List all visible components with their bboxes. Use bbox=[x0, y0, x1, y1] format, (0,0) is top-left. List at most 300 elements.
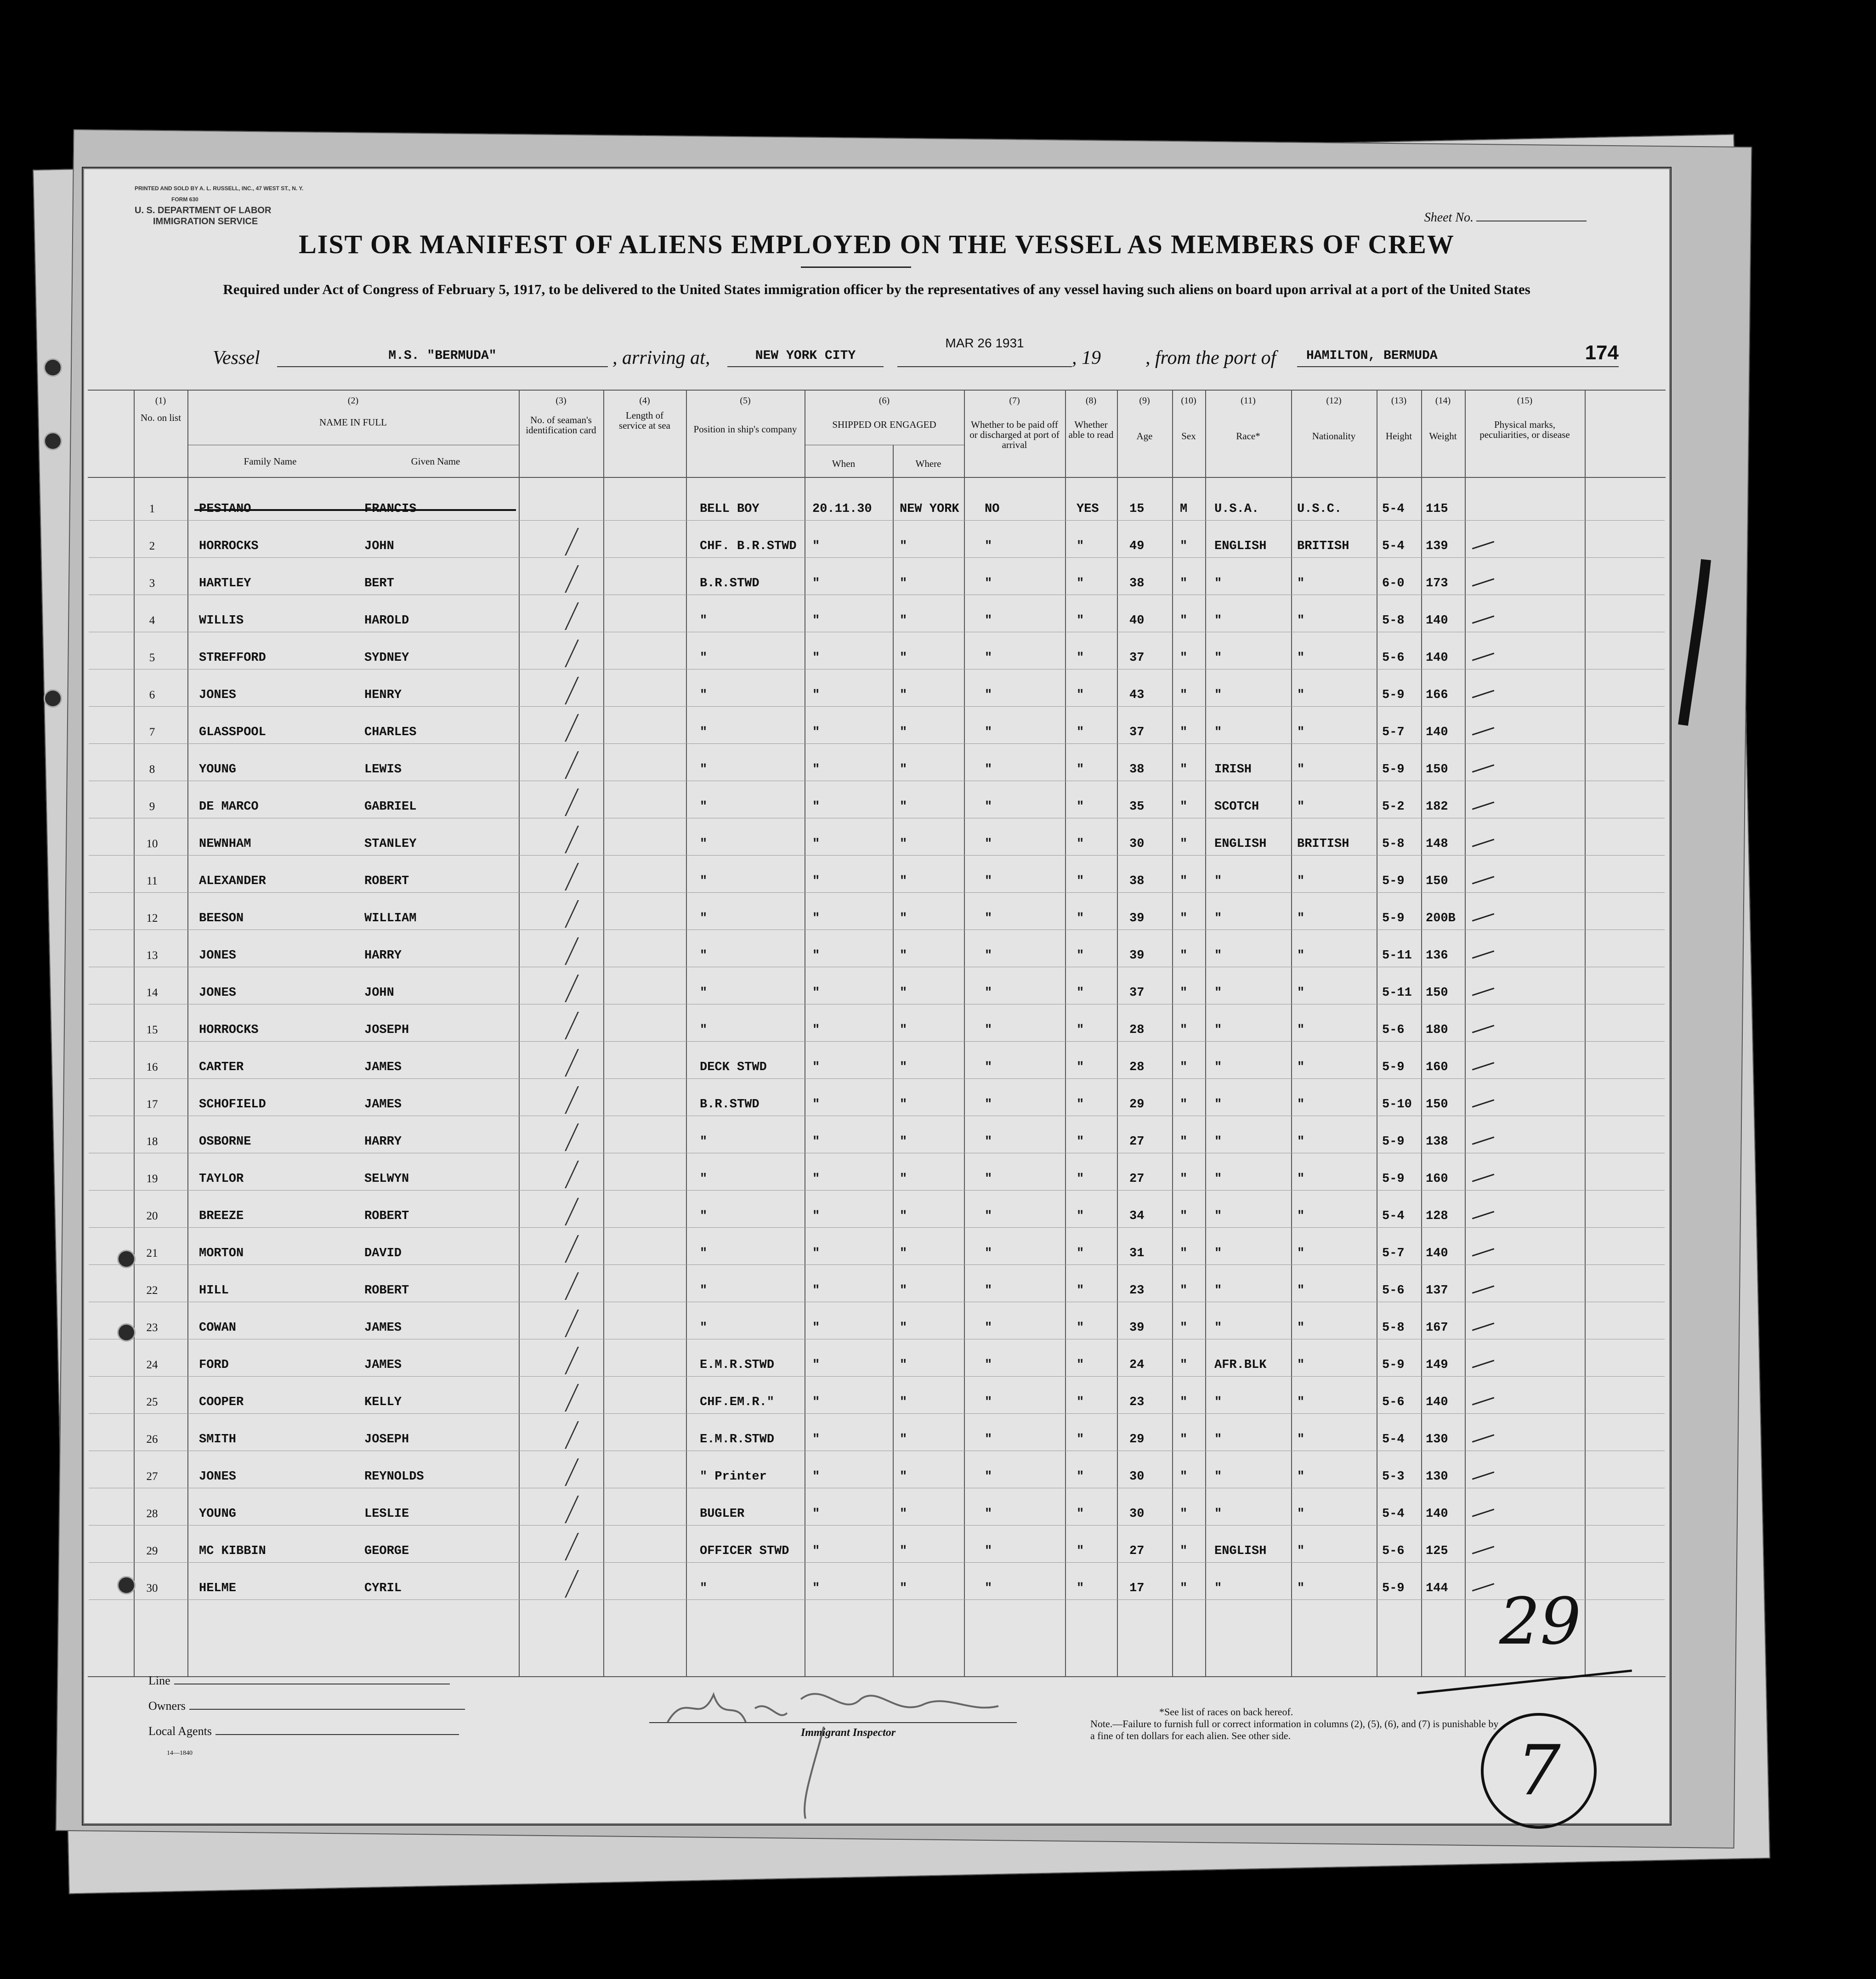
header-physical: Physical marks, peculiarities, or disease bbox=[1479, 419, 1570, 440]
cell-given: BERT bbox=[364, 577, 394, 590]
cell-height: 5-4 bbox=[1382, 1209, 1405, 1223]
check-mark-icon bbox=[537, 1049, 579, 1077]
cell-paid: " bbox=[985, 1060, 992, 1074]
physical-check-icon bbox=[1472, 839, 1494, 847]
cell-given: FRANCIS bbox=[364, 502, 417, 516]
binder-hole bbox=[44, 689, 62, 708]
cell-height: 5-7 bbox=[1382, 726, 1405, 739]
cell-nationality: U.S.C. bbox=[1297, 502, 1342, 516]
col-divider bbox=[603, 390, 604, 1676]
cell-weight: 136 bbox=[1426, 949, 1448, 963]
cell-read: " bbox=[1077, 1023, 1084, 1037]
col-num: (5) bbox=[740, 396, 751, 406]
cell-read: " bbox=[1077, 1247, 1084, 1260]
cell-position: DECK STWD bbox=[700, 1060, 767, 1074]
cell-where: " bbox=[900, 1172, 907, 1186]
cell-height: 5-8 bbox=[1382, 1321, 1405, 1335]
cell-position: " bbox=[700, 1247, 708, 1260]
cell-paid: " bbox=[985, 1098, 992, 1111]
check-mark-icon bbox=[537, 640, 579, 667]
check-mark-icon bbox=[537, 528, 579, 556]
cell-given: JAMES bbox=[364, 1321, 402, 1335]
cell-position: " bbox=[700, 1135, 708, 1149]
cell-weight: 137 bbox=[1426, 1284, 1448, 1298]
binder-hole bbox=[117, 1250, 136, 1268]
cell-where: " bbox=[900, 1023, 907, 1037]
cell-family: HELME bbox=[199, 1582, 237, 1595]
physical-check-icon bbox=[1472, 801, 1494, 810]
header-paid-off: Whether to be paid off or discharged at port of arrival bbox=[969, 419, 1060, 450]
cell-sex: " bbox=[1180, 614, 1188, 628]
cell-when: " bbox=[812, 800, 820, 814]
cell-sex: " bbox=[1180, 1395, 1188, 1409]
cell-no: 16 bbox=[146, 1061, 158, 1073]
cell-weight: 150 bbox=[1426, 763, 1448, 777]
cell-read: " bbox=[1077, 1544, 1084, 1558]
cell-no: 19 bbox=[146, 1173, 158, 1185]
col-divider bbox=[519, 390, 520, 1676]
physical-check-icon bbox=[1472, 1136, 1494, 1145]
cell-paid: " bbox=[985, 1321, 992, 1335]
cell-age: 43 bbox=[1129, 688, 1145, 702]
header-when: When bbox=[832, 458, 856, 469]
cell-height: 5-3 bbox=[1382, 1470, 1405, 1484]
cell-given: ROBERT bbox=[364, 1284, 409, 1298]
check-mark-icon bbox=[537, 1198, 579, 1225]
cell-no: 4 bbox=[149, 614, 155, 627]
physical-check-icon bbox=[1472, 1397, 1494, 1405]
cell-read: " bbox=[1077, 800, 1084, 814]
cell-given: JOHN bbox=[364, 539, 394, 553]
cell-weight: 200B bbox=[1426, 912, 1456, 925]
cell-where: " bbox=[900, 1284, 907, 1298]
cell-nationality: " bbox=[1297, 1209, 1305, 1223]
cell-nationality: " bbox=[1297, 986, 1305, 1000]
cell-no: 20 bbox=[146, 1210, 158, 1222]
cell-position: " bbox=[700, 726, 708, 739]
cell-nationality: " bbox=[1297, 1060, 1305, 1074]
cell-where: " bbox=[900, 614, 907, 628]
physical-check-icon bbox=[1472, 1211, 1494, 1219]
cell-paid: " bbox=[985, 1395, 992, 1409]
cell-position: " bbox=[700, 763, 708, 777]
cell-given: LEWIS bbox=[364, 763, 402, 777]
check-mark-icon bbox=[537, 1161, 579, 1188]
check-mark-icon bbox=[537, 788, 579, 816]
physical-check-icon bbox=[1472, 541, 1494, 549]
cell-sex: " bbox=[1180, 1060, 1188, 1074]
arrival-date-stamp: MAR 26 1931 bbox=[945, 336, 1024, 350]
cell-position: CHF. B.R.STWD bbox=[700, 539, 797, 553]
cell-family: JONES bbox=[199, 949, 237, 963]
sheet-no-label: Sheet No. bbox=[1424, 210, 1474, 225]
cell-no: 1 bbox=[149, 503, 155, 515]
cell-weight: 140 bbox=[1426, 1247, 1448, 1260]
cell-position: " bbox=[700, 651, 708, 665]
cell-where: " bbox=[900, 1433, 907, 1446]
cell-family: JONES bbox=[199, 1470, 237, 1484]
cell-where: " bbox=[900, 1507, 907, 1521]
agents-label: Local Agents bbox=[148, 1724, 212, 1738]
cell-weight: 167 bbox=[1426, 1321, 1448, 1335]
cell-sex: " bbox=[1180, 1544, 1188, 1558]
cell-weight: 128 bbox=[1426, 1209, 1448, 1223]
check-mark-icon bbox=[537, 1272, 579, 1300]
cell-age: 29 bbox=[1129, 1433, 1145, 1446]
check-mark-icon bbox=[537, 1123, 579, 1151]
cell-read: " bbox=[1077, 1582, 1084, 1595]
table-top-rule bbox=[88, 390, 1666, 391]
cell-when: " bbox=[812, 1172, 820, 1186]
cell-family: COOPER bbox=[199, 1395, 244, 1409]
cell-age: 37 bbox=[1129, 651, 1145, 665]
cell-read: " bbox=[1077, 539, 1084, 553]
cell-family: OSBORNE bbox=[199, 1135, 251, 1149]
cell-height: 5-2 bbox=[1382, 800, 1405, 814]
cell-race: AFR.BLK bbox=[1214, 1358, 1267, 1372]
cell-family: HILL bbox=[199, 1284, 229, 1298]
sheet-no-field bbox=[1424, 210, 1587, 225]
check-mark-icon bbox=[537, 1384, 579, 1412]
cell-nationality: " bbox=[1297, 1284, 1305, 1298]
physical-check-icon bbox=[1472, 764, 1494, 772]
cell-no: 25 bbox=[146, 1396, 158, 1408]
col-num: (14) bbox=[1435, 396, 1451, 406]
handwritten-stroke bbox=[1417, 1669, 1632, 1694]
cell-family: FORD bbox=[199, 1358, 229, 1372]
cell-weight: 140 bbox=[1426, 651, 1448, 665]
header-no-on-list: No. on list bbox=[140, 412, 181, 423]
physical-check-icon bbox=[1472, 913, 1494, 921]
row-rule bbox=[89, 1227, 1665, 1228]
col-divider bbox=[1421, 390, 1422, 1676]
cell-race: " bbox=[1214, 1433, 1222, 1446]
cell-nationality: " bbox=[1297, 800, 1305, 814]
cell-height: 5-6 bbox=[1382, 651, 1405, 665]
cell-family: YOUNG bbox=[199, 1507, 237, 1521]
cell-sex: " bbox=[1180, 1284, 1188, 1298]
cell-weight: 115 bbox=[1426, 502, 1448, 516]
cell-no: 13 bbox=[146, 949, 158, 962]
cell-where: " bbox=[900, 688, 907, 702]
physical-check-icon bbox=[1472, 1360, 1494, 1368]
check-mark-icon bbox=[537, 565, 579, 593]
cell-age: 24 bbox=[1129, 1358, 1145, 1372]
cell-age: 30 bbox=[1129, 837, 1145, 851]
cell-nationality: " bbox=[1297, 912, 1305, 925]
col-num: (12) bbox=[1326, 396, 1342, 406]
header-position: Position in ship's company bbox=[693, 424, 797, 435]
col-divider bbox=[1205, 390, 1206, 1676]
cell-when: " bbox=[812, 1544, 820, 1558]
cell-when: " bbox=[812, 614, 820, 628]
cell-where: " bbox=[900, 1247, 907, 1260]
check-mark-icon bbox=[537, 1310, 579, 1337]
cell-sex: M bbox=[1180, 502, 1188, 516]
cell-read: " bbox=[1077, 1358, 1084, 1372]
cell-family: COWAN bbox=[199, 1321, 237, 1335]
col-divider bbox=[964, 390, 965, 1676]
cell-paid: " bbox=[985, 1358, 992, 1372]
cell-nationality: " bbox=[1297, 1433, 1305, 1446]
vessel-name: M.S. "BERMUDA" bbox=[277, 346, 608, 367]
cell-given: STANLEY bbox=[364, 837, 417, 851]
cell-height: 5-9 bbox=[1382, 1060, 1405, 1074]
cell-age: 28 bbox=[1129, 1060, 1145, 1074]
cell-when: " bbox=[812, 874, 820, 888]
cell-where: " bbox=[900, 912, 907, 925]
cell-no: 28 bbox=[146, 1508, 158, 1520]
cell-race: " bbox=[1214, 651, 1222, 665]
cell-race: " bbox=[1214, 1284, 1222, 1298]
cell-where: " bbox=[900, 1544, 907, 1558]
cell-where: " bbox=[900, 1321, 907, 1335]
sheet-number: 174 bbox=[1585, 341, 1619, 364]
cell-read: " bbox=[1077, 1284, 1084, 1298]
cell-where: " bbox=[900, 1060, 907, 1074]
row-rule bbox=[89, 1599, 1665, 1600]
header-nationality: Nationality bbox=[1312, 431, 1356, 442]
cell-race: " bbox=[1214, 1209, 1222, 1223]
cell-weight: 148 bbox=[1426, 837, 1448, 851]
cell-height: 5-9 bbox=[1382, 688, 1405, 702]
row-rule bbox=[89, 1376, 1665, 1377]
physical-check-icon bbox=[1472, 727, 1494, 735]
row-rule bbox=[89, 1041, 1665, 1042]
cell-position: " bbox=[700, 1582, 708, 1595]
cell-where: " bbox=[900, 1209, 907, 1223]
arrival-date-blank bbox=[897, 346, 1072, 367]
physical-check-icon bbox=[1472, 1099, 1494, 1107]
cell-no: 8 bbox=[149, 763, 155, 776]
cell-read: " bbox=[1077, 1060, 1084, 1074]
check-mark-icon bbox=[537, 1086, 579, 1114]
cell-sex: " bbox=[1180, 1470, 1188, 1484]
cell-read: " bbox=[1077, 1098, 1084, 1111]
cell-weight: 182 bbox=[1426, 800, 1448, 814]
cell-where: " bbox=[900, 1582, 907, 1595]
line-label: Line bbox=[148, 1674, 170, 1687]
cell-paid: " bbox=[985, 577, 992, 590]
cell-when: " bbox=[812, 1023, 820, 1037]
cell-race: " bbox=[1214, 1135, 1222, 1149]
cell-age: 35 bbox=[1129, 800, 1145, 814]
check-mark-icon bbox=[537, 1533, 579, 1560]
cell-nationality: " bbox=[1297, 1470, 1305, 1484]
cell-when: " bbox=[812, 726, 820, 739]
cell-race: " bbox=[1214, 1395, 1222, 1409]
cell-no: 2 bbox=[149, 540, 155, 552]
col-divider bbox=[1465, 390, 1466, 1676]
physical-check-icon bbox=[1472, 1025, 1494, 1033]
col-num: (11) bbox=[1241, 396, 1256, 406]
binder-hole bbox=[117, 1576, 136, 1594]
check-mark-icon bbox=[537, 826, 579, 853]
cell-race: " bbox=[1214, 1023, 1222, 1037]
cell-when: " bbox=[812, 1470, 820, 1484]
col-divider bbox=[893, 445, 894, 1676]
cell-paid: " bbox=[985, 1582, 992, 1595]
inspector-label: Immigrant Inspector bbox=[801, 1727, 896, 1739]
page-title: LIST OR MANIFEST OF ALIENS EMPLOYED ON THE VESSEL AS MEMBERS OF CREW bbox=[299, 229, 1455, 259]
cell-read: " bbox=[1077, 614, 1084, 628]
cell-family: GLASSPOOL bbox=[199, 726, 266, 739]
binder-hole bbox=[117, 1323, 136, 1342]
col-divider bbox=[1172, 390, 1173, 1676]
cell-weight: 140 bbox=[1426, 614, 1448, 628]
cell-position: BELL BOY bbox=[700, 502, 759, 516]
physical-check-icon bbox=[1472, 1248, 1494, 1256]
from-port: HAMILTON, BERMUDA bbox=[1297, 346, 1619, 367]
cell-race: ENGLISH bbox=[1214, 837, 1267, 851]
row-rule bbox=[89, 743, 1665, 744]
cell-age: 29 bbox=[1129, 1098, 1145, 1111]
cell-paid: " bbox=[985, 1209, 992, 1223]
cell-height: 5-4 bbox=[1382, 502, 1405, 516]
physical-check-icon bbox=[1472, 1583, 1494, 1591]
from-label: , from the port of bbox=[1145, 347, 1276, 369]
cell-paid: NO bbox=[985, 502, 1000, 516]
cell-position: " bbox=[700, 1209, 708, 1223]
vessel-label: Vessel bbox=[213, 347, 260, 369]
cell-race: " bbox=[1214, 1321, 1222, 1335]
physical-check-icon bbox=[1472, 1322, 1494, 1331]
cell-nationality: " bbox=[1297, 1358, 1305, 1372]
cell-given: JAMES bbox=[364, 1098, 402, 1111]
cell-family: BEESON bbox=[199, 912, 244, 925]
cell-position: " bbox=[700, 1284, 708, 1298]
cell-given: GABRIEL bbox=[364, 800, 417, 814]
title-underline bbox=[801, 267, 911, 268]
cell-when: " bbox=[812, 1247, 820, 1260]
cell-family: DE MARCO bbox=[199, 800, 259, 814]
cell-no: 21 bbox=[146, 1247, 158, 1259]
physical-check-icon bbox=[1472, 652, 1494, 661]
header-able-read: Whether able to read bbox=[1068, 419, 1114, 440]
cell-age: 30 bbox=[1129, 1507, 1145, 1521]
cell-height: 5-9 bbox=[1382, 1172, 1405, 1186]
cell-when: " bbox=[812, 1433, 820, 1446]
cell-weight: 173 bbox=[1426, 577, 1448, 590]
cell-given: KELLY bbox=[364, 1395, 402, 1409]
cell-when: " bbox=[812, 837, 820, 851]
cell-given: HARRY bbox=[364, 1135, 402, 1149]
check-mark-icon bbox=[537, 937, 579, 965]
cell-paid: " bbox=[985, 1247, 992, 1260]
cell-weight: 140 bbox=[1426, 726, 1448, 739]
cell-read: " bbox=[1077, 986, 1084, 1000]
races-note: *See list of races on back hereof. bbox=[1159, 1706, 1293, 1718]
cell-race: IRISH bbox=[1214, 763, 1252, 777]
row-1-strikethrough bbox=[194, 509, 516, 511]
cell-when: " bbox=[812, 1358, 820, 1372]
cell-where: " bbox=[900, 986, 907, 1000]
cell-sex: " bbox=[1180, 800, 1188, 814]
cell-when: 20.11.30 bbox=[812, 502, 872, 516]
cell-no: 23 bbox=[146, 1321, 158, 1334]
handwritten-total: 29 bbox=[1499, 1584, 1581, 1659]
cell-given: JOHN bbox=[364, 986, 394, 1000]
cell-race: " bbox=[1214, 986, 1222, 1000]
cell-age: 27 bbox=[1129, 1172, 1145, 1186]
check-mark-icon bbox=[537, 900, 579, 928]
check-mark-icon bbox=[537, 602, 579, 630]
col-divider bbox=[686, 390, 687, 1676]
cell-where: " bbox=[900, 1098, 907, 1111]
cell-position: " bbox=[700, 1172, 708, 1186]
cell-no: 10 bbox=[146, 838, 158, 850]
cell-age: 15 bbox=[1129, 502, 1145, 516]
cell-sex: " bbox=[1180, 726, 1188, 739]
check-mark-icon bbox=[537, 677, 579, 704]
cell-family: TAYLOR bbox=[199, 1172, 244, 1186]
cell-nationality: " bbox=[1297, 1582, 1305, 1595]
cell-given: LESLIE bbox=[364, 1507, 409, 1521]
cell-family: JONES bbox=[199, 688, 237, 702]
cell-race: " bbox=[1214, 1470, 1222, 1484]
cell-family: HORROCKS bbox=[199, 1023, 259, 1037]
check-mark-icon bbox=[537, 1347, 579, 1374]
cell-where: " bbox=[900, 800, 907, 814]
cell-age: 38 bbox=[1129, 874, 1145, 888]
col-num: (1) bbox=[155, 396, 166, 406]
cell-race: " bbox=[1214, 1247, 1222, 1260]
row-rule bbox=[89, 520, 1665, 521]
cell-nationality: " bbox=[1297, 1135, 1305, 1149]
cell-race: " bbox=[1214, 874, 1222, 888]
col-num: (13) bbox=[1391, 396, 1407, 406]
cell-read: " bbox=[1077, 1209, 1084, 1223]
cell-weight: 166 bbox=[1426, 688, 1448, 702]
header-name-in-full: NAME IN FULL bbox=[319, 417, 387, 428]
cell-sex: " bbox=[1180, 1023, 1188, 1037]
row-rule bbox=[89, 892, 1665, 893]
owners-field bbox=[148, 1699, 465, 1713]
cell-race: " bbox=[1214, 1098, 1222, 1111]
header-length-service: Length of service at sea bbox=[619, 410, 670, 431]
cell-position: " bbox=[700, 986, 708, 1000]
cell-no: 7 bbox=[149, 726, 155, 738]
cell-sex: " bbox=[1180, 1582, 1188, 1595]
cell-position: " bbox=[700, 688, 708, 702]
cell-height: 5-6 bbox=[1382, 1544, 1405, 1558]
cell-family: HARTLEY bbox=[199, 577, 251, 590]
cell-sex: " bbox=[1180, 986, 1188, 1000]
form-code: 14—1840 bbox=[167, 1750, 193, 1757]
cell-age: 27 bbox=[1129, 1135, 1145, 1149]
cell-position: " bbox=[700, 614, 708, 628]
cell-height: 5-8 bbox=[1382, 837, 1405, 851]
check-mark-icon bbox=[537, 1012, 579, 1039]
page-subtitle: Required under Act of Congress of February 5, 1917, to be delivered to the United States immigration officer by the representatives of any vessel having such aliens on board upon arrival at a port of the United States bbox=[223, 281, 1530, 297]
cell-height: 5-9 bbox=[1382, 1135, 1405, 1149]
margin-pen-mark bbox=[1674, 550, 1729, 743]
cell-weight: 130 bbox=[1426, 1470, 1448, 1484]
cell-nationality: " bbox=[1297, 614, 1305, 628]
cell-paid: " bbox=[985, 1135, 992, 1149]
cell-weight: 150 bbox=[1426, 986, 1448, 1000]
cell-family: YOUNG bbox=[199, 763, 237, 777]
cell-race: " bbox=[1214, 1507, 1222, 1521]
physical-check-icon bbox=[1472, 1471, 1494, 1480]
cell-age: 39 bbox=[1129, 1321, 1145, 1335]
cell-no: 5 bbox=[149, 652, 155, 664]
cell-when: " bbox=[812, 1060, 820, 1074]
cell-height: 5-6 bbox=[1382, 1023, 1405, 1037]
cell-given: REYNOLDS bbox=[364, 1470, 424, 1484]
row-rule bbox=[89, 1078, 1665, 1079]
cell-position: E.M.R.STWD bbox=[700, 1358, 775, 1372]
